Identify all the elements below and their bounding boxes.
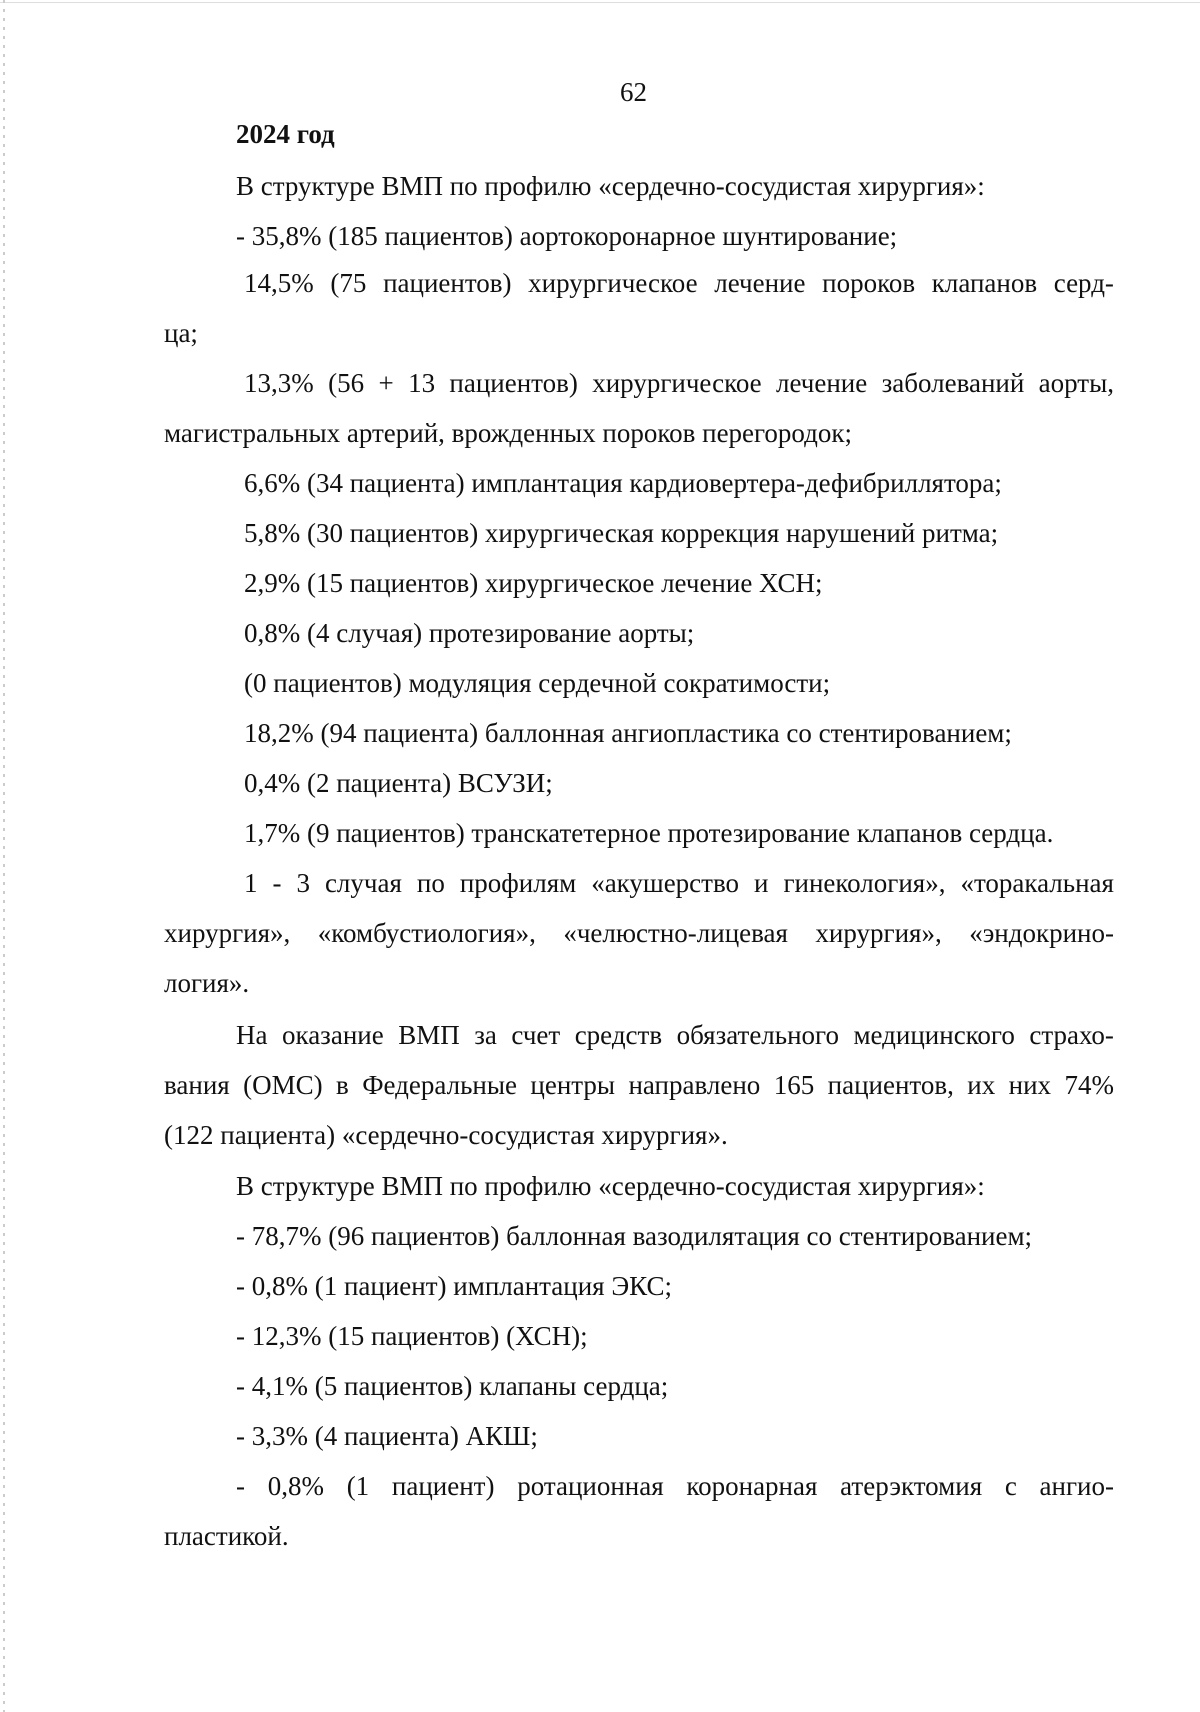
paragraph-other-profiles-line2	[164, 915, 1114, 951]
paragraph-structure-intro-2: В структуре ВМП по профилю «сердечно-сосудистая хирургия»:	[236, 1171, 985, 1201]
list-item-cabg-2: - 3,3% (4 пациента) АКШ;	[236, 1421, 538, 1451]
scan-edge-top	[0, 2, 1200, 3]
paragraph-oms-line2	[164, 1067, 1114, 1103]
list-item-icd: 6,6% (34 пациента) имплантация кардиовертера-дефибриллятора;	[244, 468, 1002, 498]
word: (56	[328, 368, 365, 398]
word: пациентов)	[449, 368, 578, 398]
word: гинекология»,	[783, 868, 946, 898]
list-item-ivus: 0,4% (2 пациента) ВСУЗИ;	[244, 768, 553, 798]
word: вания	[164, 1070, 230, 1100]
word: хирургическое	[592, 368, 762, 398]
list-item-valve-surgery-tail: ца;	[164, 318, 198, 348]
word: хирургия»,	[815, 918, 942, 948]
list-item-aortic-prosthesis: 0,8% (4 случая) протезирование аорты;	[244, 618, 695, 648]
word: лечение	[714, 268, 806, 298]
list-item-aorta-surgery	[244, 365, 1114, 401]
word: (1	[346, 1471, 370, 1501]
word: серд-	[1053, 268, 1114, 298]
word: них	[1008, 1070, 1052, 1100]
word: заболеваний	[881, 368, 1025, 398]
paragraph-other-profiles-tail: логия».	[164, 968, 250, 998]
word: коронарная	[686, 1471, 818, 1501]
word: пациент)	[391, 1471, 495, 1501]
list-item-ccm: (0 пациентов) модуляция сердечной сократимости;	[244, 668, 831, 698]
word: счет	[511, 1020, 561, 1050]
word: медицинского	[853, 1020, 1015, 1050]
word: -	[272, 868, 282, 898]
word: с	[1004, 1471, 1017, 1501]
word: обязательного	[676, 1020, 839, 1050]
list-item-chf-2: - 12,3% (15 пациентов) (ХСН);	[236, 1321, 588, 1351]
word: страхо-	[1029, 1020, 1114, 1050]
word: по	[416, 868, 445, 898]
word: 74%	[1064, 1070, 1114, 1100]
word: и	[754, 868, 769, 898]
paragraph-other-profiles	[244, 865, 1114, 901]
word: атерэктомия	[840, 1471, 983, 1501]
word: клапанов	[931, 268, 1038, 298]
word: хирургическое	[528, 268, 698, 298]
page-number: 62	[620, 77, 647, 107]
word: «эндокрино-	[969, 918, 1114, 948]
list-item-atherectomy	[236, 1468, 1114, 1504]
word: 165	[773, 1070, 815, 1100]
section-heading: 2024 год	[236, 119, 335, 149]
word: ВМП	[398, 1020, 460, 1050]
list-item-rhythm: 5,8% (30 пациентов) хирургическая коррекция нарушений ритма;	[244, 518, 999, 548]
word: направлено	[628, 1070, 761, 1100]
list-item-valves: - 4,1% (5 пациентов) клапаны сердца;	[236, 1371, 669, 1401]
list-item-aorta-surgery-tail: магистральных артерий, врожденных пороков перегородок;	[164, 418, 853, 448]
word: Федеральные	[362, 1070, 517, 1100]
word: На	[236, 1020, 268, 1050]
word: за	[474, 1020, 497, 1050]
paragraph-structure-intro: В структуре ВМП по профилю «сердечно-сосудистая хирургия»:	[236, 171, 985, 201]
word: хирургия»,	[164, 918, 291, 948]
list-item-angioplasty: 18,2% (94 пациента) баллонная ангиопластика со стентированием;	[244, 718, 1012, 748]
list-item-tavi: 1,7% (9 пациентов) транскатетерное протезирование клапанов сердца.	[244, 818, 1054, 848]
paragraph-oms-tail: (122 пациента) «сердечно-сосудистая хирургия».	[164, 1120, 728, 1150]
word: 14,5%	[244, 268, 314, 298]
list-item-balloon: - 78,7% (96 пациентов) баллонная вазодилятация со стентированием;	[236, 1221, 1033, 1251]
word: 3	[296, 868, 310, 898]
word: «торакальная	[960, 868, 1114, 898]
word: случая	[324, 868, 402, 898]
word: центры	[530, 1070, 616, 1100]
word: -	[236, 1471, 245, 1501]
word: «челюстно-лицевая	[563, 918, 788, 948]
list-item-valve-surgery	[244, 265, 1114, 301]
word: в	[336, 1070, 349, 1100]
word: профилям	[459, 868, 577, 898]
word: средств	[574, 1020, 663, 1050]
word: пациентов,	[827, 1070, 954, 1100]
word: (ОМС)	[243, 1070, 323, 1100]
word: лечение	[776, 368, 868, 398]
word: 1	[244, 868, 258, 898]
word: 13,3%	[244, 368, 314, 398]
list-item-atherectomy-tail: пластикой.	[164, 1521, 289, 1551]
list-item-chf: 2,9% (15 пациентов) хирургическое лечение ХСН;	[244, 568, 823, 598]
list-item-cabg: - 35,8% (185 пациентов) аортокоронарное шунтирование;	[236, 221, 898, 251]
word: 0,8%	[267, 1471, 324, 1501]
word: пациентов)	[383, 268, 512, 298]
list-item-pacemaker: - 0,8% (1 пациент) имплантация ЭКС;	[236, 1271, 673, 1301]
word: пороков	[822, 268, 916, 298]
word: ротационная	[517, 1471, 664, 1501]
word: +	[378, 368, 394, 398]
word: их	[967, 1070, 996, 1100]
word: «комбустиология»,	[317, 918, 536, 948]
scan-edge-left	[3, 0, 5, 1712]
word: оказание	[281, 1020, 384, 1050]
word: аорты,	[1038, 368, 1114, 398]
word: 13	[408, 368, 436, 398]
word: «акушерство	[591, 868, 740, 898]
word: (75	[330, 268, 367, 298]
paragraph-oms	[236, 1017, 1114, 1053]
word: ангио-	[1039, 1471, 1114, 1501]
